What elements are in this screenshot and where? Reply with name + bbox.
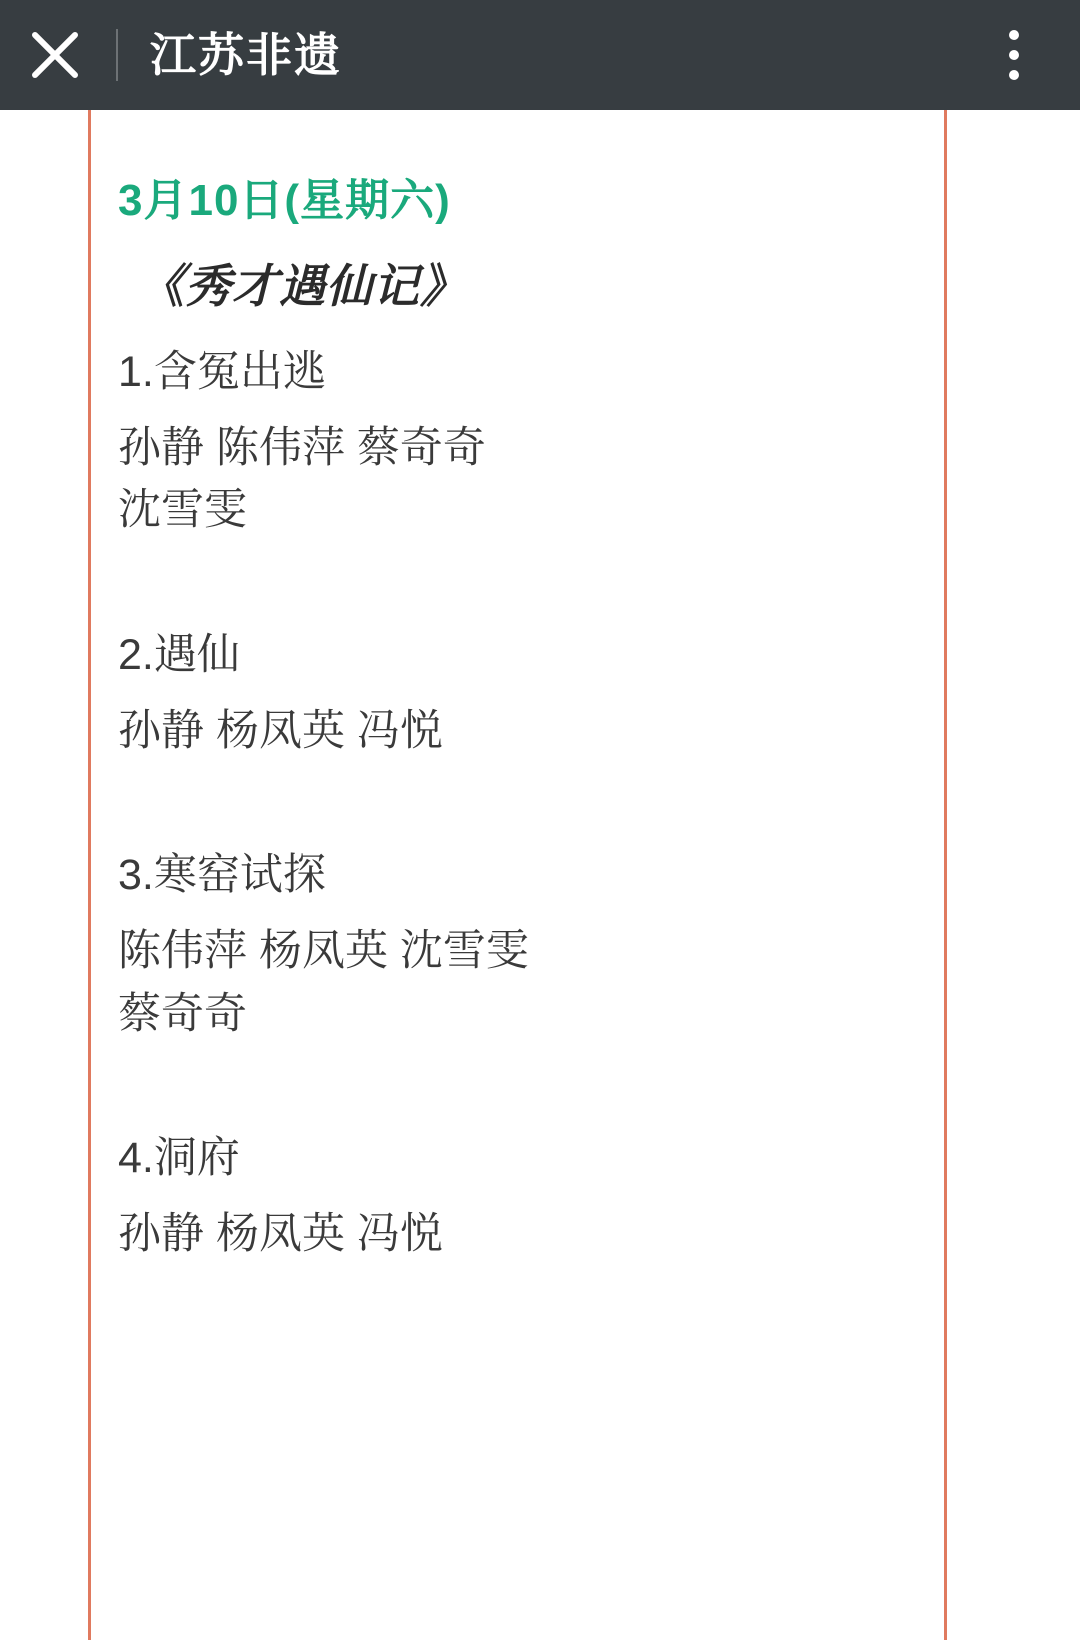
scene-cast-line: 沈雪雯 (118, 486, 247, 535)
more-vertical-icon-dot-3 (1009, 70, 1019, 80)
scene-title: 2.遇仙 (118, 630, 240, 679)
close-icon (28, 28, 82, 82)
more-options-button[interactable] (966, 0, 1062, 110)
page-right-rule (944, 110, 947, 1640)
play-title: 《秀才遇仙记》 (138, 260, 467, 313)
titlebar-divider (116, 29, 118, 81)
scene-item (118, 846, 938, 1045)
scene-item (118, 1129, 938, 1265)
page-left-rule (88, 110, 91, 1640)
more-vertical-icon-dot-2 (1009, 50, 1019, 60)
scene-cast-line: 陈伟萍 杨凤英 沈雪雯 (118, 927, 529, 976)
content-area[interactable] (0, 110, 1080, 1640)
article-body (118, 110, 938, 1265)
scene-title: 1.含冤出逃 (118, 347, 326, 396)
scene-item (118, 343, 938, 542)
page-title: 江苏非遗 (150, 29, 342, 81)
scene-cast-line: 孙静 杨凤英 冯悦 (118, 706, 443, 755)
scene-title: 4.洞府 (118, 1133, 240, 1182)
date-heading: 3月10日(星期六) (118, 176, 451, 225)
scene-cast-line: 孙静 杨凤英 冯悦 (118, 1209, 443, 1258)
top-bar (0, 0, 1080, 110)
more-vertical-icon-dot-1 (1009, 30, 1019, 40)
scene-title: 3.寒窑试探 (118, 851, 326, 900)
scene-cast-line: 蔡奇奇 (118, 989, 247, 1038)
close-button[interactable] (0, 0, 110, 110)
scene-item (118, 626, 938, 762)
scene-cast-line: 孙静 陈伟萍 蔡奇奇 (118, 424, 486, 473)
